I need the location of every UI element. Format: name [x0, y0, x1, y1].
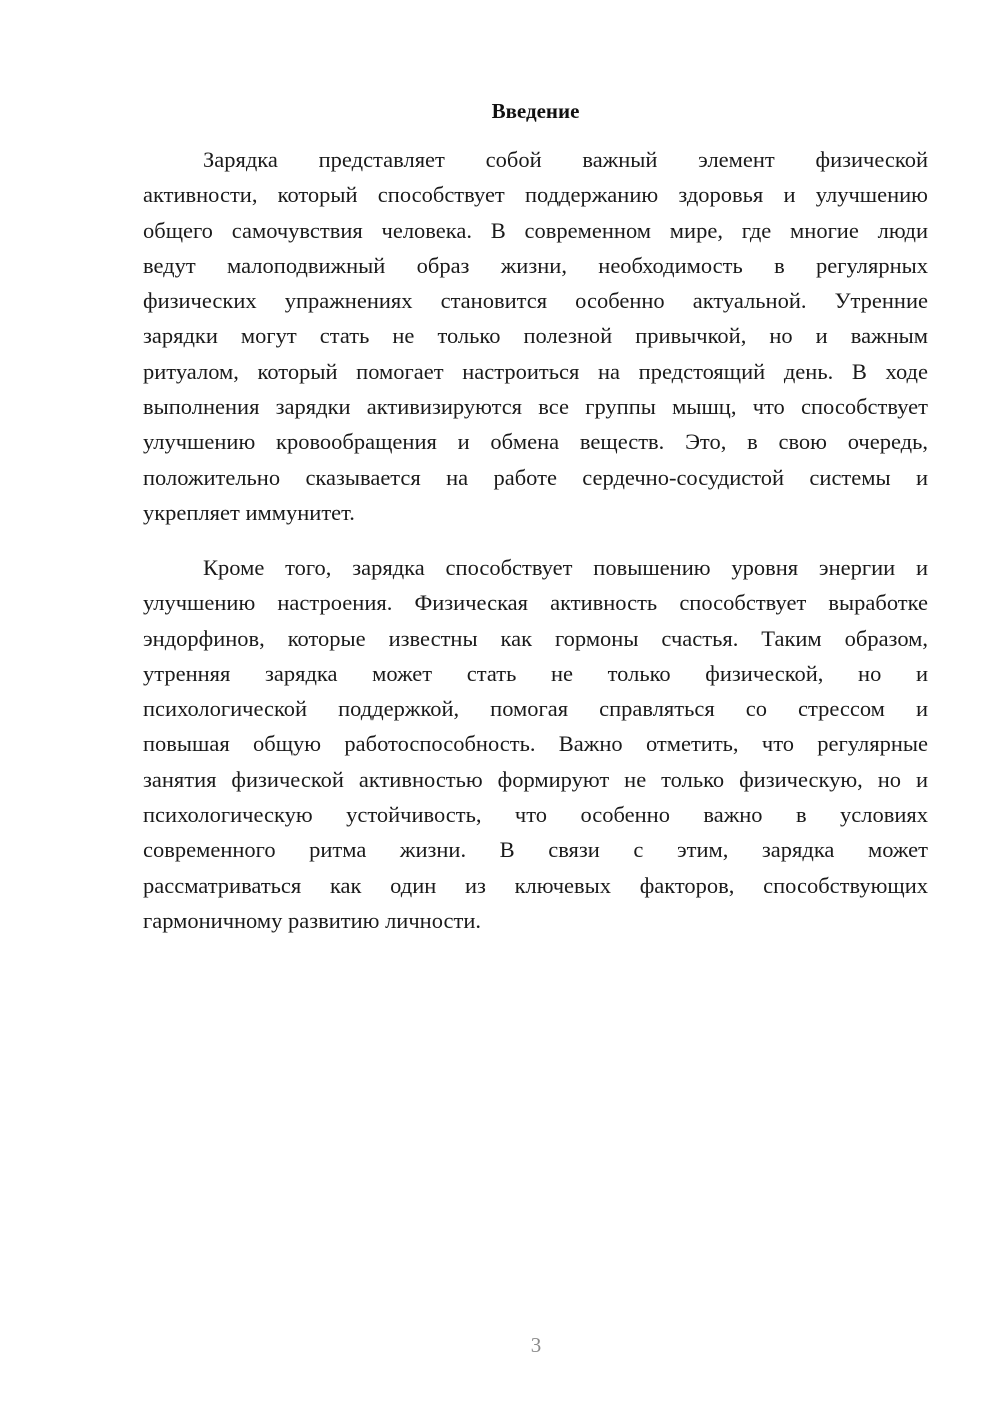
paragraph-line: Кроме того, зарядка способствует повышению уровня энергии и [203, 555, 928, 580]
paragraph-line: укрепляет иммунитет. [143, 499, 355, 525]
paragraph-line: занятия физической активностью формируют не только физическую, но и [143, 766, 928, 792]
paragraph-line: повышая общую работоспособность. Важно отметить, что регулярные [143, 731, 928, 757]
paragraph-line: современного ритма жизни. В связи с этим, зарядка может [143, 837, 928, 863]
paragraph-2 [143, 550, 928, 938]
page-number: 3 [530, 1333, 542, 1357]
section-heading: Введение [491, 99, 580, 123]
paragraph-line: общего самочувствия человека. В современном мире, где многие люди [143, 217, 928, 243]
paragraph-line: физических упражнениях становится особенно актуальной. Утренние [143, 288, 928, 314]
paragraph-line: психологическую устойчивость, что особенно важно в условиях [143, 802, 928, 828]
paragraph-line: положительно сказывается на работе сердечно-сосудистой системы и [143, 464, 928, 490]
paragraph-line: утренняя зарядка может стать не только физической, но и [143, 660, 928, 686]
paragraph-line: Зарядка представляет собой важный элемент физической [203, 147, 928, 172]
paragraph-line: ведут малоподвижный образ жизни, необходимость в регулярных [143, 252, 928, 278]
paragraph-line: ритуалом, который помогает настроиться на предстоящий день. В ходе [143, 358, 928, 384]
paragraph-1 [143, 142, 928, 530]
paragraph-line: рассматриваться как один из ключевых факторов, способствующих [143, 872, 928, 898]
paragraph-line: гармоничному развитию личности. [143, 907, 482, 933]
paragraph-line: улучшению настроения. Физическая активность способствует выработке [143, 590, 928, 616]
paragraph-line: зарядки могут стать не только полезной привычкой, но и важным [143, 323, 928, 349]
paragraph-line: психологической поддержкой, помогая справляться со стрессом и [143, 696, 928, 722]
paragraph-line: эндорфинов, которые известны как гормоны счастья. Таким образом, [143, 625, 928, 651]
paragraph-line: активности, который способствует поддержанию здоровья и улучшению [143, 182, 928, 208]
paragraph-line: выполнения зарядки активизируются все группы мышц, что способствует [143, 394, 928, 420]
paragraph-line: улучшению кровообращения и обмена веществ. Это, в свою очередь, [143, 429, 928, 455]
